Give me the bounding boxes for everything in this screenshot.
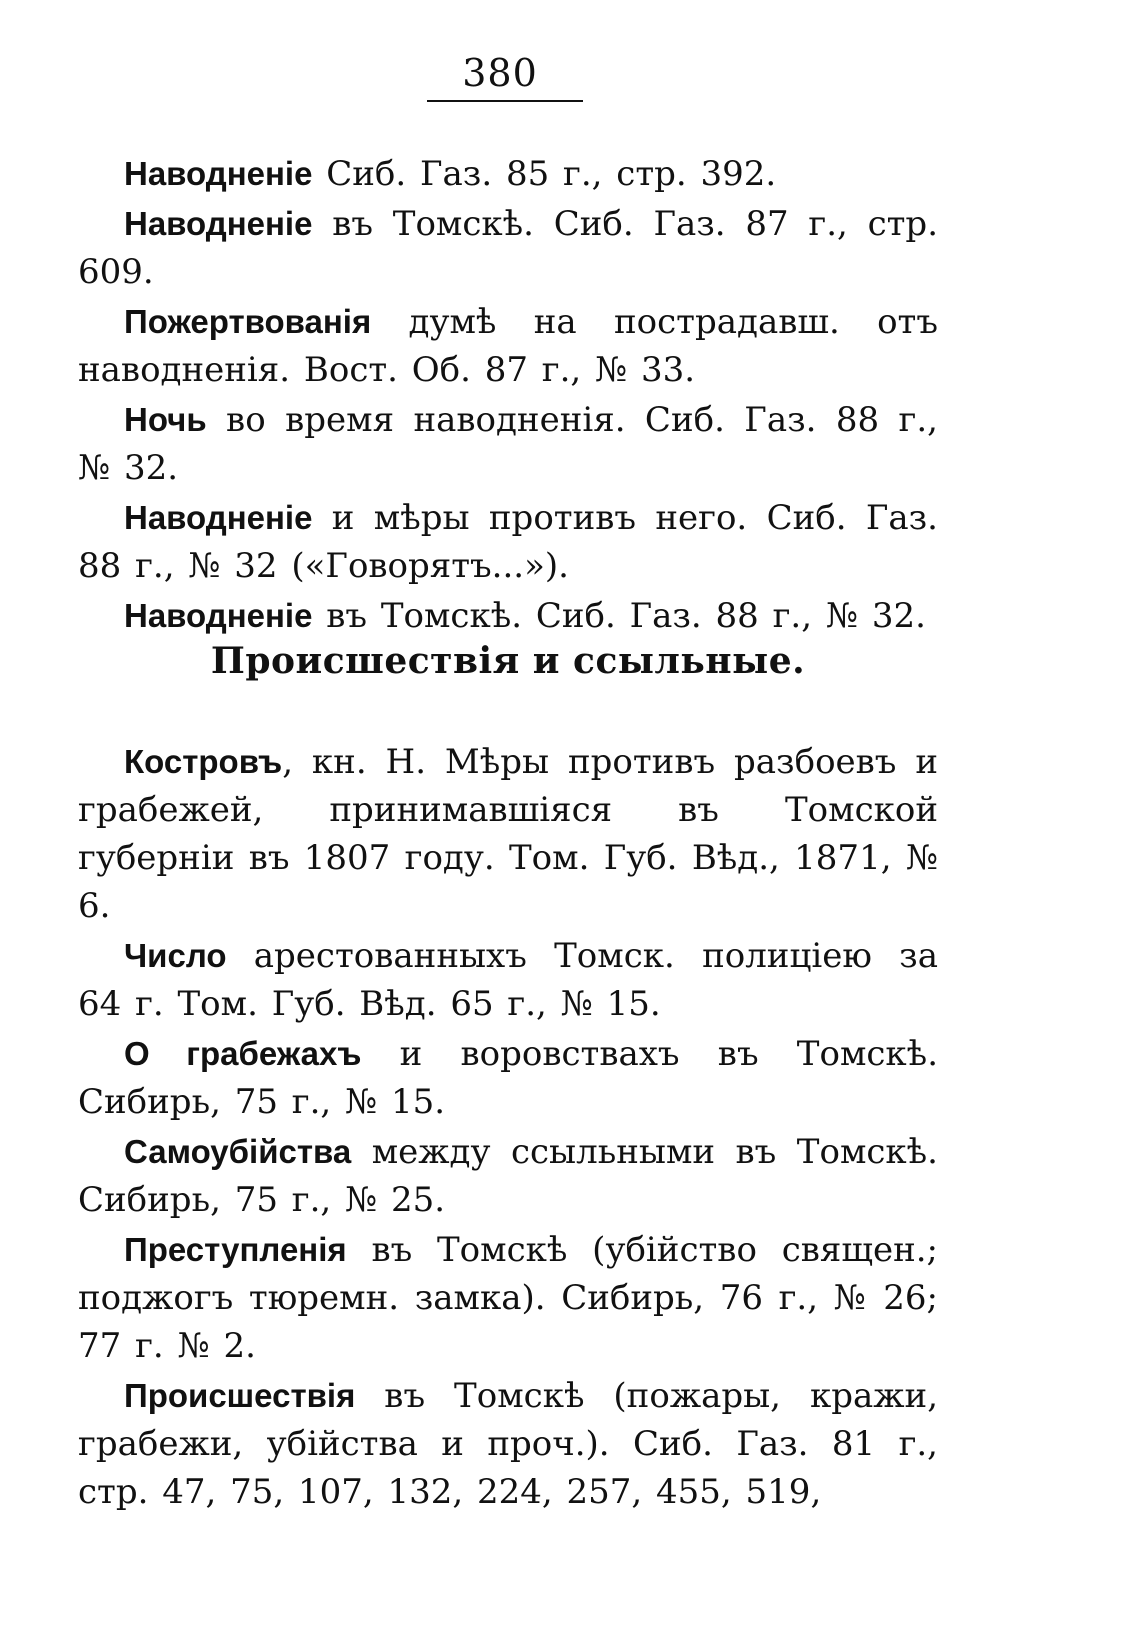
entry-keyword: Число <box>124 937 227 974</box>
entry-keyword: Наводненіе <box>124 499 313 536</box>
bibliography-entry <box>78 592 938 640</box>
entry-keyword: Наводненіе <box>124 597 313 634</box>
entry-citation: въ Томскѣ (пожары, кражи, грабежи, убійства и проч.). Сиб. Газ. 81 г., стр. 47, 75, 107, 132, 224, 257, 455, 519, <box>78 1376 938 1512</box>
entry-citation: , кн. Н. Мѣры противъ разбоевъ и грабежей, принимавшіяся въ Томской губерніи въ 1807 году. Том. Губ. Вѣд., 1871, № 6. <box>78 742 938 926</box>
entry-citation: арестованныхъ Томск. полиціею за 64 г. Том. Губ. Вѣд. 65 г., № 15. <box>78 936 938 1024</box>
page-number-rule <box>427 100 583 102</box>
entry-citation: въ Томскѣ. Сиб. Газ. 87 г., стр. 609. <box>78 204 938 292</box>
bibliography-entry <box>78 932 938 1028</box>
entry-citation: между ссыльными въ Томскѣ. Сибирь, 75 г., № 25. <box>78 1132 938 1220</box>
entry-citation: въ Томскѣ. Сиб. Газ. 88 г., № 32. <box>312 596 926 636</box>
entry-citation: думѣ на пострадавш. отъ наводненія. Вост. Об. 87 г., № 33. <box>78 302 938 390</box>
entry-keyword: Наводненіе <box>124 155 313 192</box>
entry-citation: во время наводненія. Сиб. Газ. 88 г., № 32. <box>78 400 938 488</box>
bibliography-list-incidents <box>78 738 938 1518</box>
entry-keyword: Костровъ <box>124 743 283 780</box>
entry-citation: и мѣры противъ него. Сиб. Газ. 88 г., № 32 («Говорятъ...»). <box>78 498 938 586</box>
page-number: 380 <box>462 51 538 95</box>
bibliography-entry <box>78 200 938 296</box>
bibliography-entry <box>78 150 938 198</box>
bibliography-list-floods <box>78 150 938 642</box>
entry-citation: и воровствахъ въ Томскѣ. Сибирь, 75 г., № 15. <box>78 1034 938 1122</box>
entry-keyword: Наводненіе <box>124 205 313 242</box>
bibliography-entry <box>78 1226 938 1370</box>
bibliography-entry <box>78 298 938 394</box>
bibliography-entry <box>78 1030 938 1126</box>
bibliography-entry <box>78 494 938 590</box>
entry-keyword: Самоубійства <box>124 1133 352 1170</box>
bibliography-entry <box>78 1128 938 1224</box>
bibliography-entry <box>78 1372 938 1516</box>
entry-citation: Сиб. Газ. 85 г., стр. 392. <box>312 154 777 194</box>
entry-keyword: Ночь <box>124 401 207 438</box>
entry-keyword: Происшествія <box>124 1377 356 1414</box>
entry-keyword: Пожертвованія <box>124 303 372 340</box>
bibliography-entry <box>78 738 938 930</box>
section-heading: Происшествія и ссыльные. <box>210 640 806 682</box>
entry-keyword: О грабежахъ <box>124 1035 362 1072</box>
bibliography-entry <box>78 396 938 492</box>
entry-keyword: Преступленія <box>124 1231 347 1268</box>
entry-citation: въ Томскѣ (убійство священ.; поджогъ тюремн. замка). Сибирь, 76 г., № 26; 77 г. № 2. <box>78 1230 938 1366</box>
